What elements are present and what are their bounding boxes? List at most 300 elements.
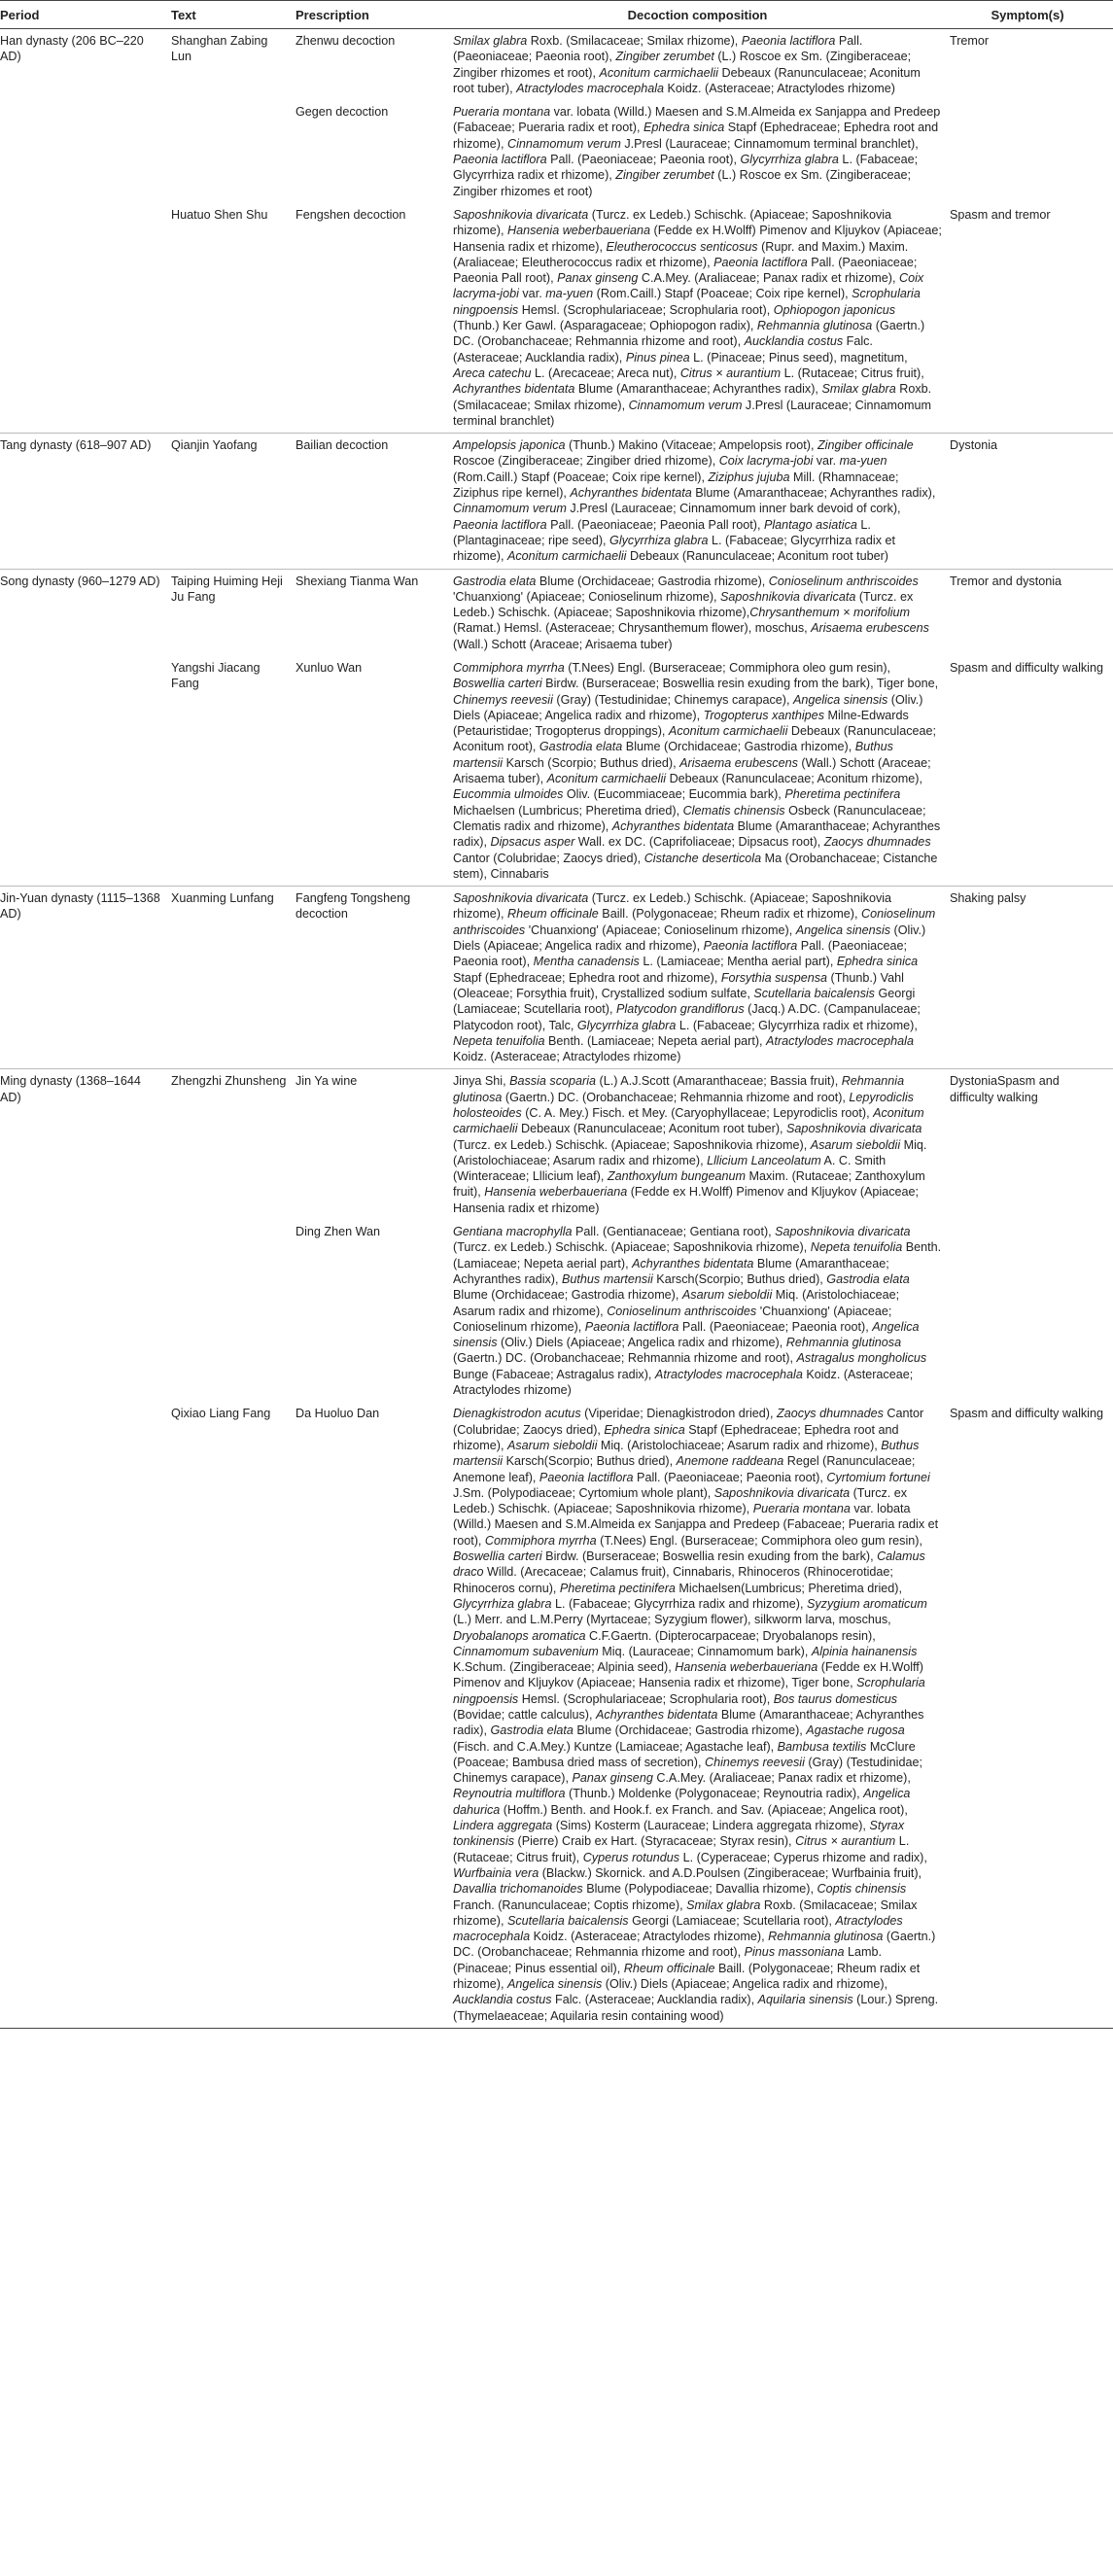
cell-text [171, 100, 296, 203]
composition-text: (Lour.) Spreng. (Thymelaeaceae; Aquilaria resin containing wood) [453, 1993, 939, 2023]
composition-text: Milne-Edwards (Petauristidae; Trogopterus droppings), [453, 708, 909, 739]
species-name: Arisaema erubescens [679, 755, 798, 770]
cell-period: Ming dynasty (1368–1644 AD) [0, 1069, 171, 1220]
species-name: Buthus martensii [562, 1271, 653, 1286]
header-symptoms: Symptom(s) [950, 1, 1113, 29]
species-name: Smilax glabra [821, 382, 896, 397]
cell-period [0, 203, 171, 434]
species-name: Rehmannia glutinosa [756, 319, 873, 333]
species-name: Coix lacryma-jobi [453, 271, 924, 301]
composition-text: 'Chuanxiong' (Apiaceae; Conioselinum rhizome), [453, 1304, 892, 1334]
composition-text: Benth. (Lamiaceae; Nepeta aerial part), [544, 1033, 767, 1048]
species-name: Areca catechu [453, 366, 532, 380]
species-name: Aconitum carmichaelii [599, 65, 718, 80]
species-name: Asarum sieboldii [506, 1438, 598, 1452]
species-name: Hansenia weberbaueriana [484, 1185, 628, 1200]
composition-text: Jinya Shi, [453, 1074, 510, 1089]
cell-prescription: Fengshen decoction [296, 207, 406, 222]
species-name: Aconitum carmichaelii [453, 1106, 924, 1136]
composition-text: Stapf (Ephedraceae; Ephedra root and rhizome), [453, 1422, 899, 1452]
species-name: Zanthoxylum bungeanum [607, 1169, 746, 1184]
composition-text: Georgi (Lamiaceae; Scutellaria root), [628, 1913, 836, 1928]
species-name: Rheum officinale [506, 907, 599, 922]
cell-text: Qianjin Yaofang [171, 434, 296, 569]
composition-text: (Wall.) Schott (Araceae; Arisaema tuber) [453, 637, 673, 651]
species-name: Davallia trichomanoides [453, 1882, 583, 1897]
cell-symptoms: Spasm and difficulty walking [950, 660, 1103, 675]
composition-text: (T.Nees) Engl. (Burseraceae; Commiphora oleo gum resin), [596, 1533, 922, 1548]
composition-text: (L.) A.J.Scott (Amaranthaceae; Bassia fruit), [596, 1074, 842, 1089]
species-name: Conioselinum anthriscoides [607, 1304, 757, 1318]
species-name: Pueraria montana [752, 1502, 851, 1516]
header-period: Period [0, 1, 171, 29]
composition-text: Falc. (Asteraceae; Aucklandia radix), [453, 334, 873, 365]
species-name: Zingiber zerumbet [615, 50, 714, 64]
composition-text: (Gaertn.) DC. (Orobanchaceae; Rehmannia rhizome and root), [453, 319, 925, 349]
species-name: Syzygium aromaticum [806, 1596, 927, 1611]
composition-text: K.Schum. (Zingiberaceae; Alpinia seed), [453, 1660, 676, 1675]
species-name: Scrophularia ningpoensis [453, 1676, 925, 1706]
composition-text: L. (Plantaginaceae; ripe seed), [453, 517, 871, 547]
cell-symptoms: Dystonia [950, 434, 1113, 569]
species-name: Achyranthes bidentata [596, 1707, 718, 1722]
composition-text: J.Sm. (Polypodiaceae; Cyrtomium whole plant), [453, 1485, 714, 1500]
species-name: Dipsacus asper [490, 835, 575, 850]
composition-text: (Fisch. and C.A.Mey.) Kuntze (Lamiaceae; Agastache leaf), [453, 1739, 778, 1754]
cell-composition [453, 1402, 950, 2028]
species-name: Ampelopsis japonica [453, 438, 566, 453]
composition-text: C.A.Mey. (Araliaceae; Panax radix et rhizome), [638, 271, 899, 286]
composition-text: Debeaux (Ranunculaceae; Aconitum root tuber) [626, 549, 888, 564]
composition-text: (L.) Merr. and L.M.Perry (Myrtaceae; Syzygium flower), silkworm larva, moschus, [453, 1613, 891, 1627]
species-name: Nepeta tenuifolia [810, 1240, 903, 1255]
cell-period: Jin-Yuan dynasty (1115–1368 AD) [0, 887, 171, 1069]
cell-composition [453, 569, 950, 656]
composition-text: Debeaux (Ranunculaceae; Aconitum root tuber), [453, 65, 921, 95]
species-name: Zaocys dhumnades [823, 835, 931, 850]
composition-text: Cantor (Colubridae; Zaocys dried), [453, 851, 644, 865]
species-name: Angelica dahurica [453, 1787, 911, 1817]
composition-text: Willd. (Arecaceae; Calamus fruit), Cinnabaris, Rhinoceros (Rhinocerotidae; Rhinoceros cornu), [453, 1565, 893, 1595]
composition-text: Maxim. (Rutaceae; Zanthoxylum fruit), [453, 1169, 925, 1200]
species-name: Trogopterus xanthipes [703, 708, 824, 722]
composition-text: Blume (Orchidaceae; Gastrodia rhizome), [536, 574, 769, 588]
species-name: Pheretima pectinifera [559, 1581, 676, 1595]
table-row [0, 1069, 1113, 1220]
composition-text: L. (Lamiaceae; Mentha aerial part), [639, 955, 837, 969]
composition-text: Cantor (Colubridae; Zaocys dried), [453, 1407, 924, 1437]
composition-text: L. (Rutaceae; Citrus fruit), [781, 366, 924, 380]
composition-text: (Fedde ex H.Wolff) Pimenov and Kljuykov (Apiaceae; Hansenia radix et rhizome) [453, 1185, 920, 1215]
composition-text: (L.) Roscoe ex Sm. (Zingiberaceae; Zingiber rhizomes et root), [453, 50, 912, 80]
species-name: Paeonia lactiflora [453, 517, 547, 532]
cell-text: Shanghan Zabing Lun [171, 29, 296, 101]
species-name: Boswellia carteri [453, 677, 542, 691]
composition-text: Karsch(Scorpio; Buthus dried), [503, 1454, 677, 1469]
species-name: Panax ginseng [557, 271, 639, 286]
composition-text: var. [813, 454, 840, 469]
composition-text: L. (Fabaceae; Glycyrrhiza radix et rhizome), [453, 153, 919, 183]
composition-text: (T.Nees) Engl. (Burseraceae; Commiphora oleo gum resin), [564, 660, 891, 675]
composition-text: 'Chuanxiong' (Apiaceae; Conioselinum rhizome), [525, 922, 796, 937]
species-name: Aconitum carmichaelii [506, 549, 627, 564]
composition-text: (C. A. Mey.) Fisch. et Mey. (Caryophyllaceae; Lepyrodiclis root), [521, 1106, 874, 1120]
composition-text: (Thunb.) Moldenke (Polygonaceae; Reynoutria radix), [565, 1787, 864, 1801]
composition-text: Ma (Orobanchaceae; Cistanche stem), Cinnabaris [453, 851, 938, 881]
table-row [0, 1402, 1113, 2028]
cell-period: Han dynasty (206 BC–220 AD) [0, 29, 171, 101]
table-header-row [0, 1, 1113, 29]
composition-text: Pall. (Gentianaceae; Gentiana root), [572, 1225, 776, 1239]
species-name: Wurfbainia vera [453, 1865, 539, 1880]
species-name: Gastrodia elata [490, 1723, 574, 1738]
composition-text: Birdw. (Burseraceae; Boswellia resin exuding from the bark), Tiger bone, [541, 677, 939, 691]
composition-text: Pall. (Paeoniaceae; Paeonia root), [678, 1319, 873, 1334]
species-name: ma-yuen [839, 454, 887, 469]
composition-text: Roxb. (Smilacaceae; Smilax rhizome), [453, 1897, 918, 1928]
cell-text: Qixiao Liang Fang [171, 1402, 296, 2028]
composition-text: Blume (Amaranthaceae; Achyranthes radix), [574, 382, 822, 397]
cell-symptoms: Shaking palsy [950, 887, 1113, 1069]
species-name: Citrus × aurantium [795, 1834, 896, 1849]
composition-text: C.A.Mey. (Araliaceae; Panax radix et rhizome), [652, 1771, 911, 1786]
cell-period [0, 1220, 171, 1402]
table-row [0, 203, 1113, 434]
cell-period: Song dynasty (960–1279 AD) [0, 569, 171, 656]
composition-text: Michaelsen (Lumbricus; Pheretima dried), [453, 803, 683, 818]
composition-text: (Gray) (Testudinidae; Chinemys carapace), [552, 692, 793, 707]
composition-text: (Turcz. ex Ledeb.) Schischk. (Apiaceae; Saposhnikovia rhizome), [453, 1137, 811, 1152]
composition-text: (Thunb.) Makino (Vitaceae; Ampelopsis root), [565, 438, 817, 453]
species-name: Aconitum carmichaelii [546, 772, 667, 786]
cell-prescription: Gegen decoction [296, 105, 389, 120]
cell-text: Zhengzhi Zhunsheng [171, 1069, 296, 1220]
species-name: Reynoutria multiflora [453, 1787, 566, 1801]
species-name: Cyrtomium fortunei [826, 1470, 930, 1484]
table-row [0, 569, 1113, 656]
species-name: Atractylodes macrocephala [516, 81, 665, 95]
composition-text: J.Presl (Lauraceae; Cinnamomum terminal branchlet) [453, 398, 932, 428]
species-name: Calamus draco [453, 1549, 925, 1580]
composition-text: Blume (Amaranthaceae; Achyranthes radix), [453, 818, 941, 850]
cell-text: Taiping Huiming Heji Ju Fang [171, 569, 296, 656]
species-name: Conioselinum anthriscoides [453, 907, 936, 937]
composition-text: Pall. (Paeoniaceae; Paeonia Pall root), [453, 255, 918, 286]
composition-text: (Pierre) Craib ex Hart. (Styracaceae; Styrax resin), [514, 1834, 796, 1849]
header-text: Text [171, 1, 296, 29]
composition-text: var. [518, 287, 546, 301]
cell-composition [453, 29, 950, 101]
cell-composition [453, 203, 950, 434]
composition-text: var. lobata (Willd.) Maesen and S.M.Almeida ex Sanjappa and Predeep (Fabaceae; Pueraria radix et root), [453, 1502, 939, 1548]
composition-text: Blume (Orchidaceae; Gastrodia rhizome), [453, 1288, 682, 1303]
species-name: Saposhnikovia divaricata [720, 589, 856, 604]
species-name: Chinemys reevesii [453, 692, 553, 707]
species-name: Mentha canadensis [533, 955, 640, 969]
cell-prescription: Xunluo Wan [296, 660, 363, 675]
cell-composition [453, 100, 950, 203]
composition-text: Stapf (Ephedraceae; Ephedra root and rhizome), [453, 121, 939, 151]
species-name: Paeonia lactiflora [453, 153, 547, 167]
species-name: Cinnamomum verum [453, 502, 567, 516]
composition-text: Blume (Orchidaceae; Gastrodia rhizome), [573, 1723, 807, 1738]
composition-text: Hemsl. (Scrophulariaceae; Scrophularia root), [518, 1691, 774, 1706]
species-name: Buthus martensii [453, 740, 893, 770]
composition-text: Lamb. (Pinaceae; Pinus essential oil), [453, 1945, 883, 1975]
composition-text: (Viperidae; Dienagkistrodon dried), [580, 1407, 778, 1421]
species-name: Cyperus rotundus [582, 1850, 680, 1864]
composition-text: Blume (Amaranthaceae; Achyranthes radix), [453, 1707, 924, 1738]
species-name: Eleutherococcus senticosus [606, 239, 758, 254]
composition-text: (Turcz. ex Ledeb.) Schischk. (Apiaceae; Saposhnikovia rhizome), [453, 1485, 908, 1516]
composition-text: Miq. (Aristolochiaceae; Asarum radix and rhizome), [597, 1438, 882, 1452]
composition-text: (Oliv.) Diels (Apiaceae; Angelica radix and rhizome), [602, 1977, 888, 1992]
composition-text: McClure (Poaceae; Bambusa dried mass of secretion), [453, 1739, 916, 1769]
species-name: Cinnamomum verum [506, 136, 621, 151]
cell-symptoms: Spasm and difficulty walking [950, 1402, 1113, 2028]
composition-text: Bunge (Fabaceae; Astragalus radix), [453, 1367, 655, 1381]
composition-text: var. lobata (Willd.) Maesen and S.M.Almeida ex Sanjappa and Predeep (Fabaceae; Pueraria radix et root), [453, 105, 941, 135]
species-name: Aquilaria sinensis [757, 1993, 853, 2007]
composition-text: Blume (Polypodiaceae; Davallia rhizome), [582, 1882, 817, 1897]
species-name: Gentiana macrophylla [453, 1225, 573, 1239]
table-row [0, 1220, 1113, 1402]
composition-text: (L.) Roscoe ex Sm. (Zingiberaceae; Zingiber rhizomes et root) [453, 168, 912, 198]
species-name: Cistanche deserticola [643, 851, 762, 865]
composition-text: (Oliv.) Diels (Apiaceae; Angelica radix and rhizome), [497, 1336, 786, 1350]
cell-symptoms: DystoniaSpasm and difficulty walking [950, 1069, 1113, 1220]
species-name: Ophiopogon japonicus [773, 302, 896, 317]
species-name: Pinus pinea [625, 350, 690, 365]
composition-text: Osbeck (Ranunculaceae; Clematis radix and rhizome), [453, 803, 926, 833]
species-name: Scutellaria baicalensis [506, 1913, 629, 1928]
species-name: Bambusa textilis [777, 1739, 867, 1754]
composition-text: Miq. (Aristolochiaceae; Asarum radix and rhizome), [453, 1137, 927, 1167]
cell-prescription: Fangfeng Tongsheng decoction [296, 887, 453, 1069]
composition-text: (Sims) Kosterm (Lauraceae; Lindera aggregata rhizome), [552, 1819, 870, 1833]
composition-text: Pall. (Paeoniaceae; Paeonia root), [453, 34, 863, 64]
species-name: Bos taurus domesticus [773, 1691, 898, 1706]
composition-text: Miq. (Aristolochiaceae; Asarum radix and rhizome), [453, 1288, 900, 1318]
species-name: Zingiber officinale [817, 438, 914, 453]
header-prescription: Prescription [296, 1, 453, 29]
cell-text [171, 1220, 296, 1402]
species-name: Saposhnikovia divaricata [453, 207, 589, 222]
composition-text: (Turcz. ex Ledeb.) Schischk. (Apiaceae; Saposhnikovia rhizome), [453, 1240, 811, 1255]
cell-period [0, 656, 171, 887]
species-name: Atractylodes macrocephala [654, 1367, 803, 1381]
composition-text: L. (Pinaceae; Pinus seed), magnetitum, [689, 350, 908, 365]
table-row [0, 887, 1113, 1069]
composition-text: Pall. (Paeoniaceae; Paeonia root), [546, 153, 741, 167]
species-name: Coptis chinensis [817, 1882, 907, 1897]
composition-text: Wall. ex DC. (Caprifoliaceae; Dipsacus root), [574, 835, 824, 850]
species-name: Hansenia weberbaueriana [506, 224, 651, 238]
species-name: Paeonia lactiflora [741, 34, 836, 48]
composition-text: J.Presl (Lauraceae; Cinnamomum terminal branchlet), [620, 136, 919, 151]
species-name: Angelica sinensis [795, 922, 891, 937]
species-name: Saposhnikovia divaricata [453, 891, 589, 906]
composition-text: (Turcz. ex Ledeb.) Schischk. (Apiaceae; Saposhnikovia rhizome), [453, 891, 892, 922]
species-name: Cinnamomum subavenium [453, 1644, 599, 1658]
species-name: Aucklandia costus [453, 1993, 552, 2007]
composition-text: (Wall.) Schott (Araceae; Arisaema tuber), [453, 755, 931, 786]
composition-text: (Blackw.) Skornick. and A.D.Poulsen (Zingiberaceae; Wurfbainia fruit), [539, 1865, 922, 1880]
composition-text: C.F.Gaertn. (Dipterocarpaceae; Dryobalanops resin), [585, 1628, 876, 1643]
cell-text: Huatuo Shen Shu [171, 207, 268, 222]
composition-text: Roscoe (Zingiberaceae; Zingiber dried rhizome), [453, 454, 719, 469]
species-name: Panax ginseng [572, 1771, 653, 1786]
species-name: Zaocys dhumnades [777, 1407, 884, 1421]
species-name: Conioselinum anthriscoides [768, 574, 919, 588]
species-name: Smilax glabra [453, 34, 528, 48]
composition-text: Pall. (Paeoniaceae; Paeonia root), [633, 1470, 827, 1484]
species-name: Ziziphus jujuba [708, 470, 790, 484]
species-name: Rehmannia glutinosa [768, 1930, 884, 1944]
composition-text: Franch. (Ranunculaceae; Coptis rhizome), [453, 1897, 687, 1912]
composition-text: A. C. Smith (Winteraceae; Lllicium leaf), [453, 1153, 887, 1184]
cell-composition [453, 434, 950, 569]
species-name: Ephedra sinica [604, 1422, 685, 1437]
species-name: Buthus martensii [453, 1438, 920, 1469]
species-name: Citrus × aurantium [679, 366, 782, 380]
composition-text: 'Chuanxiong' (Apiaceae; Conioselinum rhizome), [453, 589, 721, 604]
species-name: Plantago asiatica [763, 517, 857, 532]
composition-text: Koidz. (Asteraceae; Atractylodes rhizome), [530, 1930, 769, 1944]
species-name: Clematis chinensis [682, 803, 785, 818]
species-name: Bassia scoparia [509, 1074, 597, 1089]
species-name: Rehmannia glutinosa [453, 1074, 905, 1104]
cell-symptoms: Tremor [950, 29, 1113, 101]
cell-prescription: Ding Zhen Wan [296, 1225, 381, 1239]
species-name: Scrophularia ningpoensis [453, 287, 921, 317]
composition-text: (Gray) (Testudinidae; Chinemys carapace), [453, 1755, 922, 1786]
composition-text: L. (Fabaceae; Glycyrrhiza radix and rhizome), [551, 1596, 807, 1611]
species-name: ma-yuen [545, 287, 594, 301]
species-name: Glycyrrhiza glabra [453, 1596, 552, 1611]
composition-text: L. (Fabaceae; Glycyrrhiza radix et rhizome), [676, 1018, 918, 1032]
species-name: Chinemys reevesii [705, 1755, 805, 1769]
species-name: Styrax tonkinensis [453, 1819, 905, 1849]
species-name: Ephedra sinica [836, 955, 919, 969]
composition-text: Baill. (Polygonaceae; Rheum radix et rhizome), [598, 907, 861, 922]
species-name: Anemone raddeana [676, 1454, 784, 1469]
table-row [0, 100, 1113, 203]
species-name: Asarum sieboldii [681, 1288, 773, 1303]
species-name: Platycodon grandiflorus [616, 1002, 745, 1017]
composition-text: Debeaux (Ranunculaceae; Aconitum root tuber), [517, 1122, 787, 1136]
species-name: Rehmannia glutinosa [785, 1336, 902, 1350]
species-name: Chrysanthemum × morifolium [749, 606, 911, 620]
species-name: Angelica sinensis [506, 1977, 603, 1992]
composition-text: (Rom.Caill.) Stapf (Poaceae; Coix ripe kernel), [593, 287, 852, 301]
species-name: Forsythia suspensa [720, 970, 828, 985]
composition-text: Koidz. (Asteraceae; Atractylodes rhizome) [453, 1367, 914, 1398]
composition-text: (Ramat.) Hemsl. (Asteraceae; Chrysanthemum flower), moschus, [453, 621, 812, 636]
composition-text: (Turcz. ex Ledeb.) Schischk. (Apiaceae; Saposhnikovia rhizome), [453, 207, 892, 238]
composition-text: Debeaux (Ranunculaceae; Aconitum root), [453, 724, 937, 754]
composition-text: (Rupr. and Maxim.) Maxim. (Araliaceae; Eleutherococcus radix et rhizome), [453, 239, 909, 269]
cell-composition [453, 1220, 950, 1402]
species-name: Atractylodes macrocephala [766, 1033, 914, 1048]
cell-period: Tang dynasty (618–907 AD) [0, 434, 171, 569]
composition-text: (Fedde ex H.Wolff) Pimenov and Kljuykov (Apiaceae; Hansenia radix et rhizome), [453, 224, 942, 254]
species-name: Saposhnikovia divaricata [786, 1122, 922, 1136]
composition-text: (Rom.Caill.) Stapf (Poaceae; Coix ripe kernel), [453, 470, 709, 484]
species-name: Rheum officinale [623, 1961, 715, 1975]
species-name: Pinus massoniana [744, 1945, 845, 1960]
species-name: Paeonia lactiflora [703, 939, 798, 954]
species-name: Astragalus mongholicus [796, 1351, 927, 1366]
species-name: Pueraria montana [453, 105, 551, 120]
composition-text: Blume (Amaranthaceae; Achyranthes radix), [453, 1256, 889, 1286]
composition-text: Mill. (Rhamnaceae; Ziziphus ripe kernel), [453, 470, 899, 501]
composition-text: L. (Rutaceae; Citrus fruit), [453, 1834, 910, 1864]
species-name: Angelica sinensis [453, 1319, 920, 1350]
composition-text: L. (Fabaceae; Glycyrrhiza radix et rhizome), [453, 533, 895, 564]
composition-text: Blume (Orchidaceae; Gastrodia rhizome), [622, 740, 855, 754]
species-name: Coix lacryma-jobi [718, 454, 814, 469]
species-name: Saposhnikovia divaricata [775, 1225, 911, 1239]
cell-text: Xuanming Lunfang [171, 887, 296, 1069]
cell-symptoms [950, 1220, 1113, 1402]
table-row [0, 29, 1113, 101]
composition-text: (Turcz. ex Ledeb.) Schischk. (Apiaceae; Saposhnikovia rhizome), [453, 589, 914, 620]
species-name: Paeonia lactiflora [584, 1319, 679, 1334]
species-name: Zingiber zerumbet [615, 168, 714, 183]
cell-symptoms [950, 100, 1113, 203]
species-name: Atractylodes macrocephala [453, 1913, 903, 1944]
species-name: Glycyrrhiza glabra [576, 1018, 677, 1032]
composition-text: (Gaertn.) DC. (Orobanchaceae; Rehmannia rhizome and root), [453, 1930, 936, 1960]
species-name: Boswellia carteri [453, 1549, 542, 1564]
composition-text: Blume (Amaranthaceae; Achyranthes radix), [691, 486, 936, 501]
composition-text: Michaelsen(Lumbricus; Pheretima dried), [675, 1581, 902, 1595]
table-row [0, 656, 1113, 887]
species-name: Commiphora myrrha [484, 1533, 597, 1548]
composition-text: Pall. (Paeoniaceae; Paeonia root), [453, 939, 907, 969]
composition-text: (Thunb.) Vahl (Oleaceae; Forsythia fruit), Crystallized sodium sulfate, [453, 970, 904, 1000]
composition-text: Oliv. (Eucommiaceae; Eucommia bark), [563, 787, 785, 802]
species-name: Saposhnikovia divaricata [713, 1485, 851, 1500]
composition-text: Miq. (Lauraceae; Cinnamomum bark), [598, 1644, 812, 1658]
composition-text: (Oliv.) Diels (Apiaceae; Angelica radix and rhizome), [453, 692, 923, 722]
composition-text: L. (Cyperaceae; Cyperus rhizome and radix), [679, 1850, 927, 1864]
composition-text: Roxb. (Smilacaceae; Smilax rhizome), [527, 34, 742, 48]
species-name: Achyranthes bidentata [611, 818, 735, 833]
species-name: Aucklandia costus [744, 334, 844, 349]
species-name: Aconitum carmichaelii [668, 724, 788, 739]
cell-period [0, 1402, 171, 2028]
species-name: Asarum sieboldii [810, 1137, 901, 1152]
composition-text: Regel (Ranunculaceae; Anemone leaf), [453, 1454, 916, 1484]
composition-text: (Bovidae; cattle calculus), [453, 1707, 596, 1722]
cell-prescription: Da Huoluo Dan [296, 1402, 453, 2028]
cell-composition [453, 656, 950, 887]
species-name: Glycyrrhiza glabra [740, 153, 839, 167]
composition-text: Roxb. (Smilacaceae; Smilax rhizome), [453, 382, 932, 412]
species-name: Nepeta tenuifolia [453, 1033, 545, 1048]
composition-text: Birdw. (Burseraceae; Boswellia resin exuding from the bark), [541, 1549, 878, 1564]
species-name: Achyranthes bidentata [632, 1256, 754, 1271]
cell-period [0, 100, 171, 203]
species-name: Smilax glabra [686, 1897, 761, 1912]
composition-text: (Oliv.) Diels (Apiaceae; Angelica radix and rhizome), [453, 922, 926, 954]
species-name: Lllicium Lanceolatum [707, 1153, 821, 1167]
species-name: Ephedra sinica [643, 121, 725, 135]
cell-prescription: Bailian decoction [296, 434, 453, 569]
composition-text: (Gaertn.) DC. (Orobanchaceae; Rehmannia rhizome and root), [502, 1090, 850, 1104]
